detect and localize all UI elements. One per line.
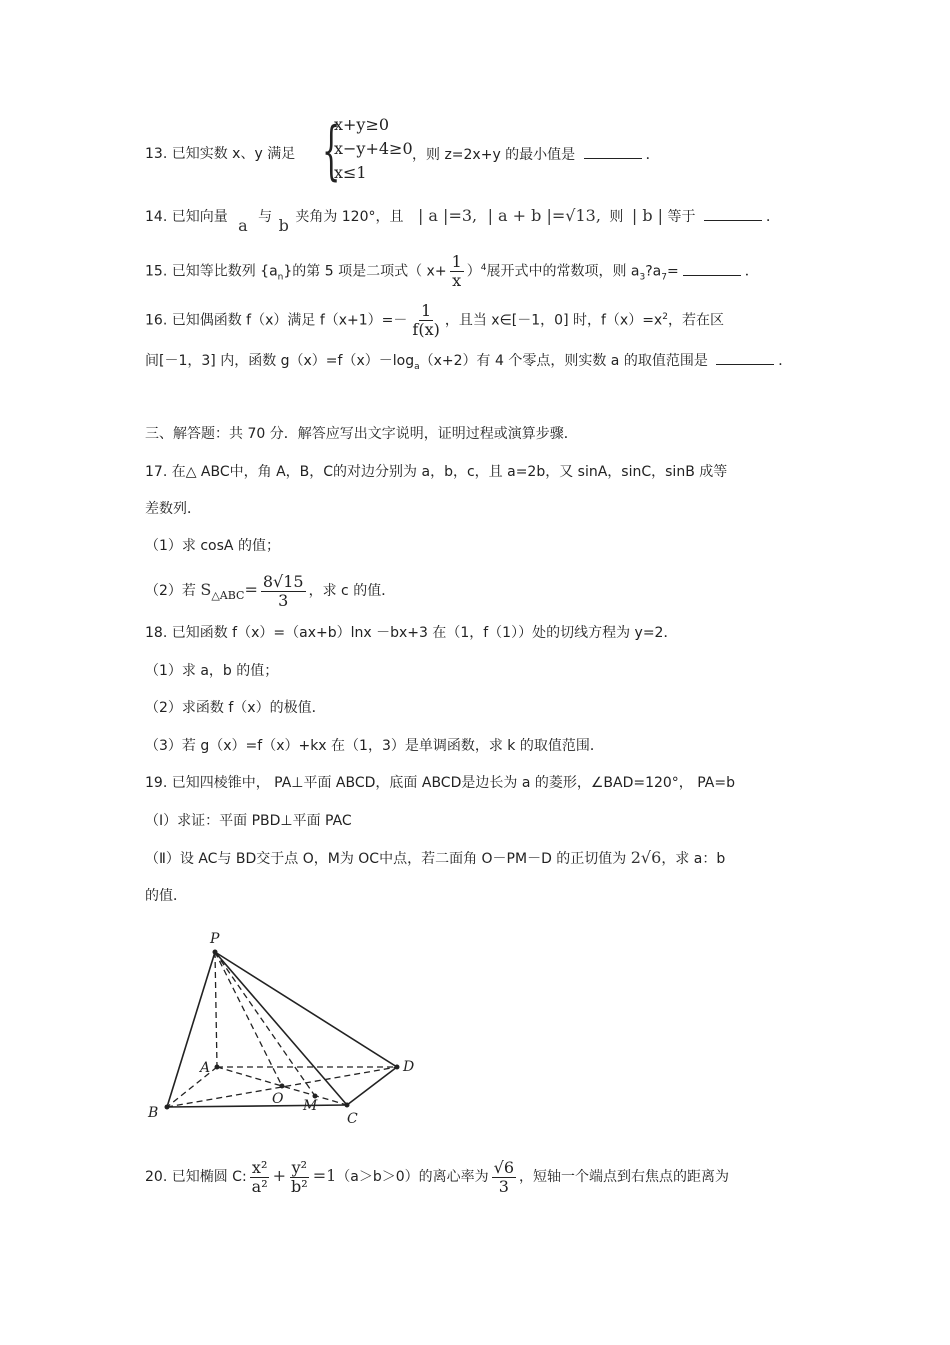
q17-line-1: 17. 在△ ABC中，角 A，B，C的对边分别为 a，b，c，且 a=2b，又 sinA，sinC，sinB 成等	[145, 464, 728, 480]
label-O: O	[272, 1091, 284, 1107]
edge-PM	[215, 952, 315, 1096]
vertex-P	[213, 950, 218, 955]
q17-fraction	[261, 573, 306, 610]
q15-post: 展开式中的常数项，则 a	[486, 263, 640, 280]
q13-pre: 已知实数 x、y 满足	[171, 146, 296, 162]
q13-answer-blank[interactable]	[584, 144, 642, 159]
q15-close: ）	[466, 263, 481, 280]
q17-sub2-pre: （2）若	[145, 583, 196, 599]
edge-PA	[215, 952, 217, 1067]
brace-icon: {	[322, 114, 341, 188]
section-3-heading: 三、解答题：共 70 分．解答应写出文字说明，证明过程或演算步骤．	[145, 426, 578, 442]
q17-sub2-post: ，求 c 的值．	[308, 583, 396, 599]
q20-e-den: 3	[498, 1176, 509, 1196]
q16-line-1	[145, 297, 724, 341]
q15-frac-den: x	[452, 271, 462, 291]
vertex-B	[165, 1105, 170, 1110]
q15-answer-blank[interactable]	[683, 261, 741, 276]
vertex-D	[395, 1065, 400, 1070]
q17-frac-den: 3	[278, 590, 289, 610]
q17-sub-1: （1）求 cosA 的值；	[145, 538, 280, 554]
q19-tangent-value: 2√6	[630, 848, 662, 867]
q16-text-1: 已知偶函数 f（x）满足 f（x+1）=－	[171, 312, 408, 329]
q16-sup: 2	[662, 312, 668, 322]
q19-sub2-pre: （Ⅱ）设 AC与 BD交于点 O，M为 OC中点，若二面角 O－PM－D 的正切值为	[145, 851, 627, 867]
q14-mod-b: | b |	[631, 206, 664, 225]
q20-frac1-den: a²	[251, 1176, 268, 1196]
q13-number: 13.	[145, 146, 168, 162]
q20-mid: （a＞b＞0）的离心率为	[336, 1169, 489, 1185]
q20-frac-2	[289, 1159, 310, 1196]
q16-line2-post: （x+2）有 4 个零点，则实数 a 的取值范围是	[419, 353, 708, 369]
q13-constraint-3: x≤1	[334, 163, 367, 182]
label-A: A	[200, 1060, 211, 1076]
q15-sub-3: 3	[639, 272, 646, 283]
q14-mod-ab: | a + b |=√13,	[487, 206, 601, 225]
q20-line	[145, 1150, 729, 1203]
label-M: M	[303, 1098, 318, 1114]
q15-pre: 已知等比数列 {a	[171, 263, 278, 280]
q14-text-5: 等于	[667, 209, 696, 225]
q16-text-3: ，若在区	[667, 312, 724, 329]
q15-fraction	[450, 253, 464, 290]
q13-constraint-2: x−y+4≥0	[334, 139, 413, 158]
edge-PB	[167, 952, 215, 1107]
q20-pre: 已知椭圆 C:	[171, 1169, 247, 1185]
q15-sub-7: 7	[661, 272, 667, 283]
q19-line-1: 19. 已知四棱锥中， PA⊥平面 ABCD，底面 ABCD是边长为 a 的菱形，∠BAD=120°， PA=b	[145, 775, 736, 791]
q16-fraction	[410, 302, 441, 339]
edge-PC	[215, 952, 347, 1105]
edge-CD	[347, 1067, 397, 1105]
vertex-A	[215, 1065, 220, 1070]
q17-area-symbol: S	[200, 580, 212, 599]
q18-line-1: 18. 已知函数 f（x）=（ax+b）lnx －bx+3 在（1，f（1））处的切线方程为 y=2．	[145, 625, 678, 641]
q16-line2-sub: a	[414, 361, 420, 372]
q16-frac-num: 1	[421, 301, 432, 321]
vertex-O	[280, 1084, 285, 1089]
label-C: C	[347, 1111, 358, 1127]
q14-text-4: 则	[609, 209, 624, 225]
q20-post: ，短轴一个端点到右焦点的距离为	[519, 1169, 730, 1185]
q20-number: 20.	[145, 1169, 168, 1185]
q15-exponent: 4	[480, 263, 487, 273]
q15-line: 15. 已知等比数列 $\{a_n\}$的第 5 项是二项式（ x+ $\frac{1}{x}$ ）$^4$展开式中的常数项，则 $a_3?a_7=$ ．	[145, 252, 759, 291]
q16-line2-pre: 间[－1，3] 内，函数 g（x）=f（x）－log	[145, 353, 415, 369]
q14-text-2: 与	[258, 209, 273, 225]
pyramid-figure	[140, 925, 430, 1130]
vertex-C	[345, 1103, 350, 1108]
q19-last-line: 的值．	[145, 888, 187, 904]
q14-vector-b: b	[278, 216, 289, 235]
q18-sub-1: （1）求 a，b 的值；	[145, 663, 279, 679]
q17-eq: =	[244, 580, 258, 599]
q15-frac-num: 1	[451, 252, 462, 272]
q15-sub-n: n	[277, 272, 284, 283]
q14-mod-a: | a |=3,	[417, 206, 478, 225]
label-D: D	[403, 1059, 415, 1075]
q20-eq: =1	[312, 1166, 337, 1185]
q14-line: 14. 已知向量 a 与 b 夹角为 120°，且 | a |=3, | a + b |=√13, 则 | b | 等于 ．	[145, 206, 780, 235]
q15-dot: ?a	[645, 263, 662, 280]
q14-vector-a: a	[238, 216, 248, 235]
q15-number: 15.	[145, 263, 168, 280]
q20-frac2-num: y²	[291, 1157, 308, 1177]
q16-line-2: 间[－1，3] 内，函数 $g(x)=f(x)-\log_a(x+2)$有 4 个零点，则实数 a 的取值范围是 ．	[145, 350, 792, 377]
label-P: P	[210, 931, 220, 947]
q15-eq: =	[667, 263, 679, 280]
label-B: B	[148, 1105, 159, 1121]
q17-frac-num: 8√15	[262, 571, 304, 591]
q16-number: 16.	[145, 312, 168, 329]
q20-frac-1	[250, 1159, 270, 1196]
q17-line-2: 差数列．	[145, 501, 201, 517]
q16-frac-den: f(x)	[412, 320, 440, 340]
q17-area-sub: △ABC	[211, 588, 245, 602]
q16-text-2: ，且当 x∈[－1，0] 时，f（x）=x	[444, 312, 663, 329]
q20-frac1-num: x²	[251, 1157, 268, 1177]
q19-sub2-post: ，求 a：b	[661, 851, 726, 867]
q14-number: 14.	[145, 209, 168, 225]
q17-sub-2	[145, 568, 395, 618]
q13-post: ，则 z=2x+y 的最小值是	[412, 147, 576, 163]
edge-BC	[167, 1105, 347, 1107]
edge-PD	[215, 952, 397, 1067]
q20-eccentricity	[492, 1159, 516, 1196]
q14-answer-blank[interactable]	[704, 206, 762, 221]
q15-mid: }的第 5 项是二项式（ x+	[283, 263, 447, 280]
q19-sub-2	[145, 848, 725, 869]
q19-sub-1: （Ⅰ）求证：平面 PBD⊥平面 PAC	[145, 813, 352, 829]
q20-frac2-den: b²	[291, 1176, 308, 1196]
q14-text-1: 已知向量	[171, 209, 228, 225]
q20-plus: +	[272, 1166, 287, 1185]
q18-sub-2: （2）求函数 f（x）的极值．	[145, 700, 326, 716]
q20-e-num: √6	[493, 1157, 515, 1177]
q14-text-3: 夹角为 120°，且	[295, 209, 404, 225]
q18-sub-3: （3）若 g（x）=f（x）+kx 在（1，3）是单调函数，求 k 的取值范围．	[145, 738, 604, 754]
q13-constraint-1: x+y≥0	[334, 115, 390, 134]
q16-answer-blank[interactable]	[716, 350, 774, 365]
q13-line	[145, 144, 295, 164]
q13-post-line: ，则 z=2x+y 的最小值是 ．	[412, 144, 660, 165]
